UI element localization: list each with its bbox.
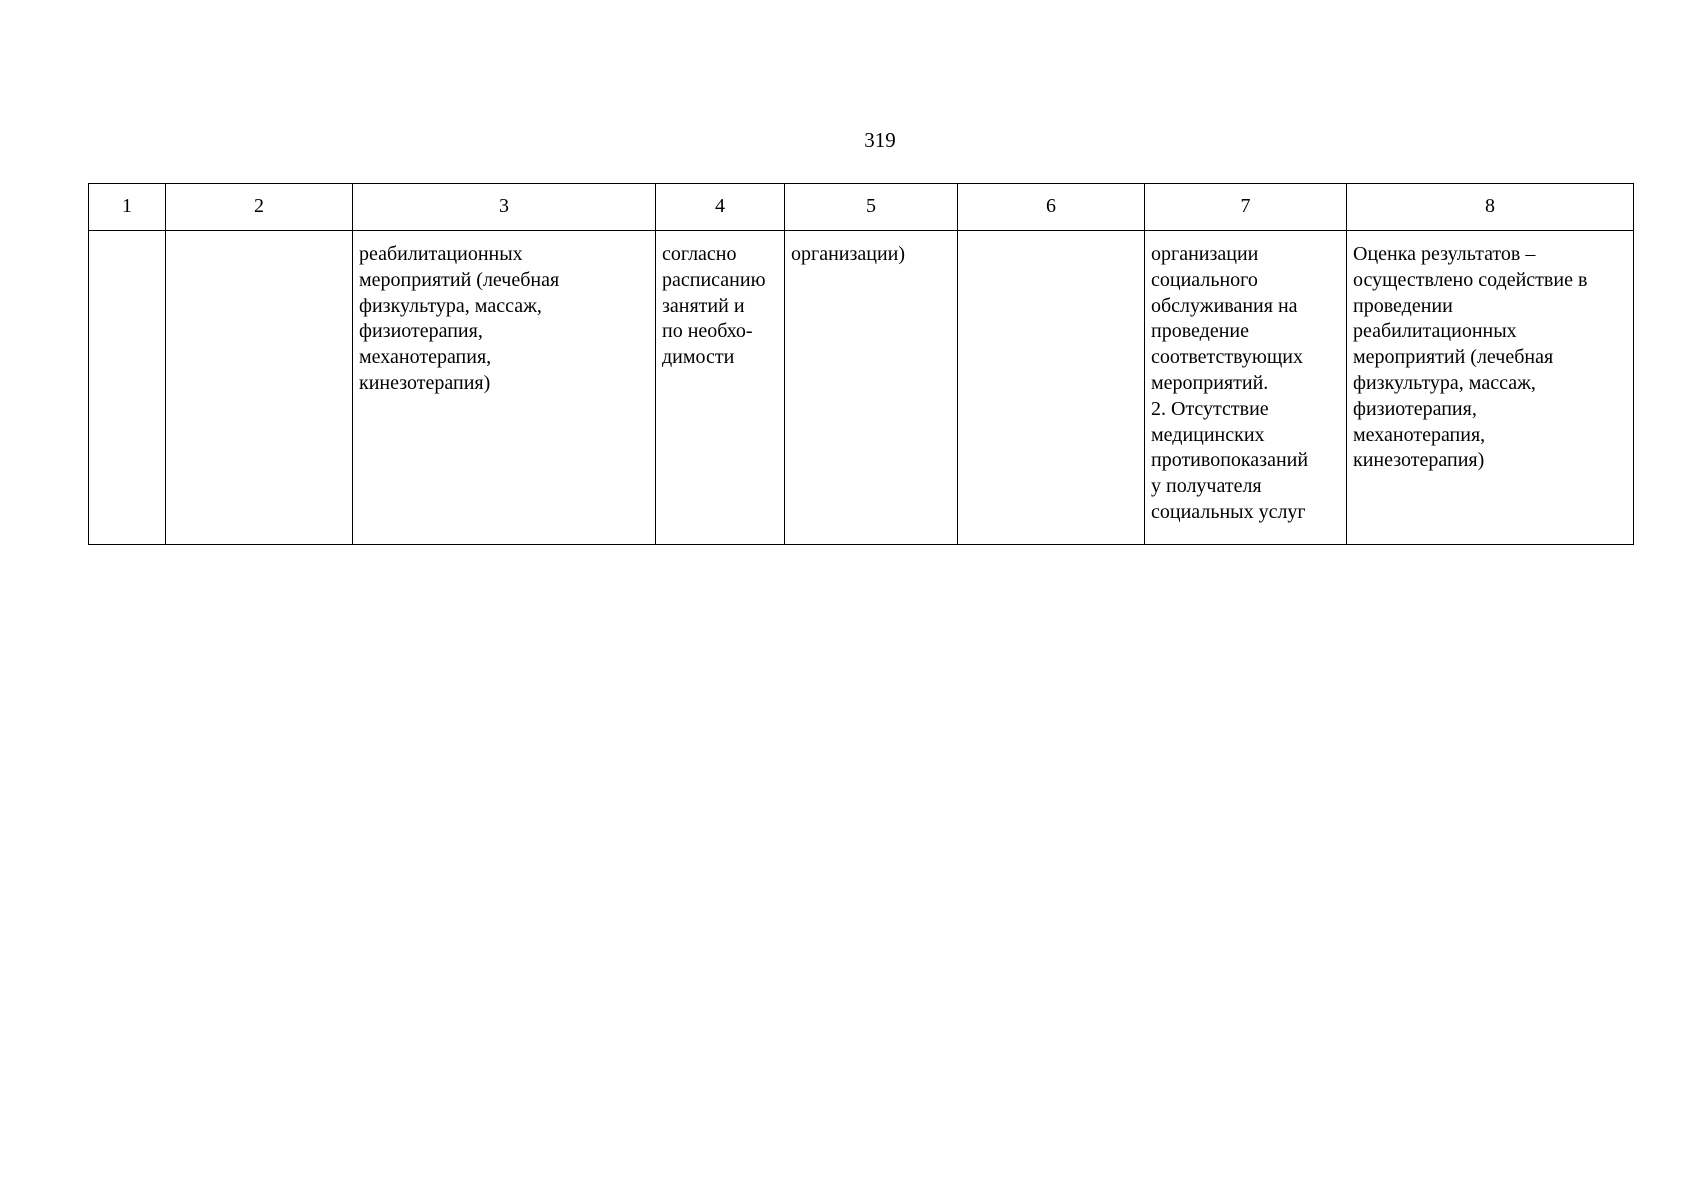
table-cell-8 <box>1347 231 1634 545</box>
column-header-4: 4 <box>656 184 785 231</box>
header-row <box>89 184 1634 231</box>
cell-text: согласно расписанию занятий и по необхо- димости <box>662 243 766 369</box>
table-cell-4 <box>656 231 785 545</box>
table-cell-3 <box>353 231 656 545</box>
column-header-7: 7 <box>1145 184 1347 231</box>
table-cell-1 <box>89 231 166 545</box>
cell-text: организации социального обслуживания на проведение соответствующих мероприятий. 2. Отсутствие медицинских противопоказаний у получателя социальных услуг <box>1151 243 1309 523</box>
table-cell-2 <box>166 231 353 545</box>
column-header-8: 8 <box>1347 184 1634 231</box>
cell-text: Оценка результатов – осуществлено содействие в проведении реабилитационных мероприятий (лечебная физкультура, массаж, физиотерапия, механотерапия, кинезотерапия) <box>1353 243 1588 472</box>
table-cell-5 <box>785 231 958 545</box>
table-cell-7 <box>1145 231 1347 545</box>
column-header-6: 6 <box>958 184 1145 231</box>
table-cell-6 <box>958 231 1145 545</box>
table-row <box>89 231 1634 545</box>
cell-text: реабилитационных мероприятий (лечебная физкультура, массаж, физиотерапия, механотерапия, кинезотерапия) <box>359 243 560 394</box>
services-table <box>88 183 1634 545</box>
page-number: 319 <box>864 128 896 152</box>
column-header-2: 2 <box>166 184 353 231</box>
column-header-1: 1 <box>89 184 166 231</box>
column-header-5: 5 <box>785 184 958 231</box>
cell-text: организации) <box>791 243 906 265</box>
column-header-3: 3 <box>353 184 656 231</box>
